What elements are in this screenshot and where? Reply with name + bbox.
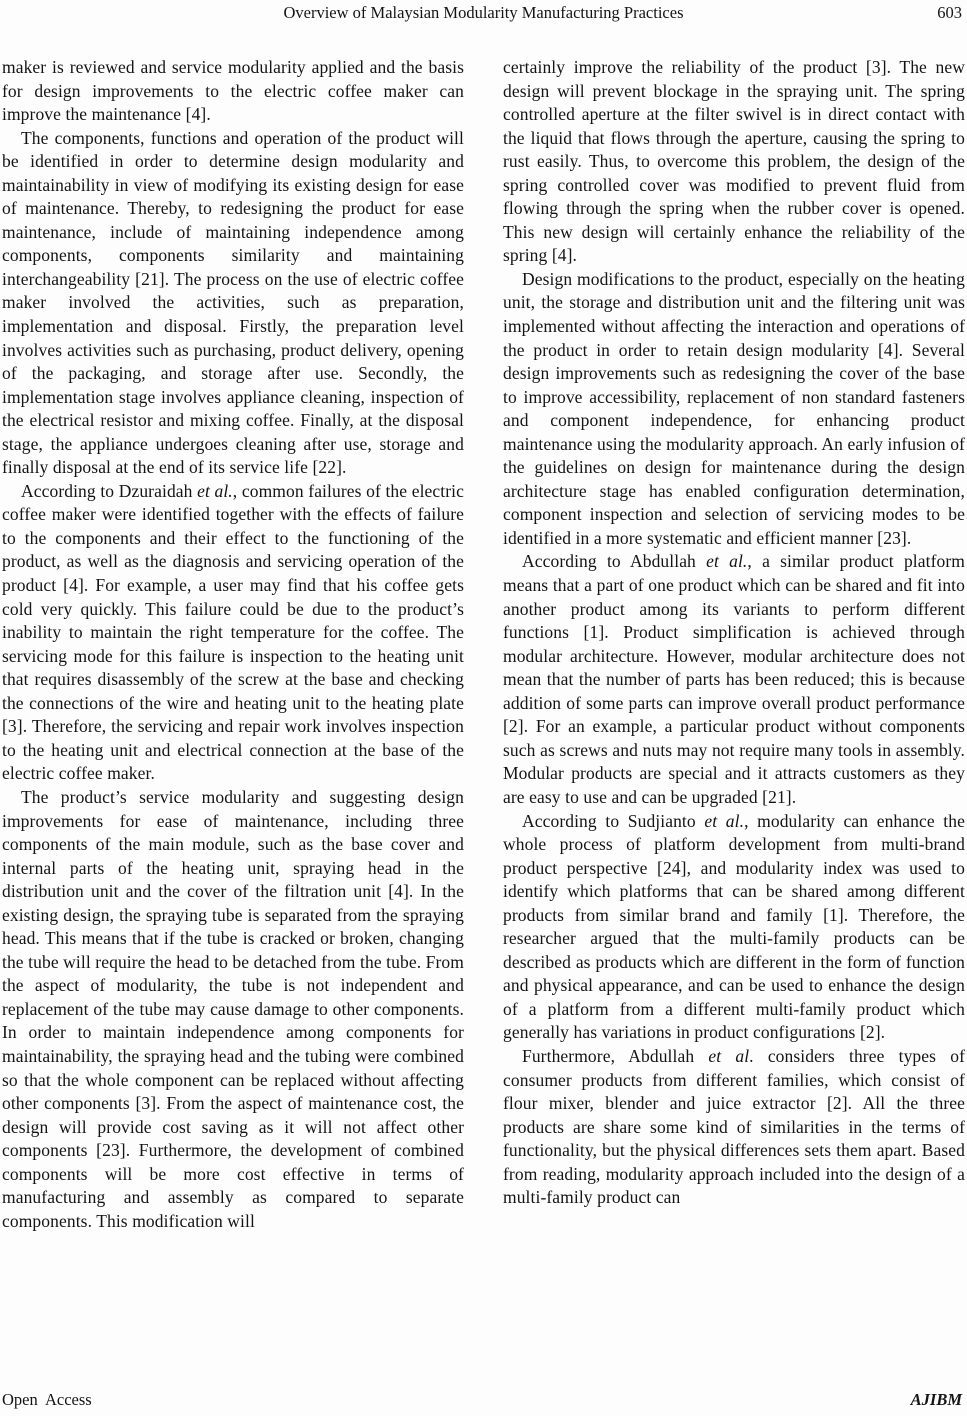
page-number: 603 [937,3,962,22]
open-access-label: Open Access [2,1390,92,1409]
paragraph: certainly improve the reliability of the product [3]. The new design will prevent blockage in the spraying unit. The spring controlled aperture at the filter swivel is in direct contact with the liquid that flows through the aperture, causing the spring to rust easily. Thus, to overcome this problem, the design of the spring controlled cover was modified to prevent fluid from flowing through the spring when the rubber cover is opened. This new design will certainly enhance the reliability of the spring [4]. [503,57,965,266]
paragraph: Design modifications to the product, especially on the heating unit, the storage and distribution unit and the filtering unit was implemented without affecting the interaction and operations of the product in order to retain design modularity [4]. Several design improvements such as redesigning the cover of the base to improve accessibility, replacement of non standard fasteners and component independence, for enhancing product maintenance using the modularity approach. An early infusion of the guidelines on design for maintenance during the design architecture stage has enabled configuration determination, component inspection and selection of servicing modes to be identified in a more systematic and efficient manner [23]. [503,268,965,548]
paragraph: According to Sudjianto et al., modularity can enhance the whole process of platform development from multi-brand product perspective [24], and modularity index was used to identify which platforms that can be shared among different products from similar brand and family [1]. Therefore, the researcher argued that the multi-family products can be described as products which are different in the form of function and physical appearance, and can be used to enhance the design of a platform from a different multi-family product which generally has variations in product configurations [2]. [503,810,965,1043]
page-header [0,2,967,26]
left-column [2,56,464,1233]
right-column [503,56,965,1233]
paragraph: maker is reviewed and service modularity applied and the basis for design improvements to the electric coffee maker can improve the maintenance [4]. [2,57,464,125]
paragraph: According to Abdullah et al., a similar product platform means that a part of one product which can be shared and fit into another product among its variants to perform different functions [1]. Product simplification is achieved through modular architecture. However, modular architecture does not mean that the number of parts has been reduced; this is because addition of some parts can improve overall product performance [2]. For an example, a particular product without components such as screws and nuts may not require many tools in assembly. Modular products are special and it attracts customers as they are easy to use and can be upgraded [21]. [503,551,965,807]
page-footer [2,1390,965,1414]
running-head-title: Overview of Malaysian Modularity Manufacturing Practices [283,3,684,22]
paragraph: According to Dzuraidah et al., common failures of the electric coffee maker were identified together with the effects of failure to the components and their effect to the functioning of the product, as well as the diagnosis and servicing operation of the product [4]. For example, a user may find that his coffee gets cold very quickly. This failure could be due to the product’s inability to maintain the right temperature for the coffee. The servicing mode for this failure is inspection to the heating unit that requires disassembly of the screw at the base and checking the connections of the wire and heating unit to the heating plate [3]. Therefore, the servicing and repair work involves inspection to the heating unit and electrical connection at the base of the electric coffee maker. [2,480,464,784]
article-body [2,56,965,1233]
paragraph: The product’s service modularity and suggesting design improvements for ease of maintenance, including three components of the main module, such as the base cover and internal parts of the heating unit, spraying head in the distribution unit and the cover of the filtration unit [4]. In the existing design, the spraying tube is separated from the spraying head. This means that if the tube is cracked or broken, changing the tube will require the head to be detached from the tube. From the aspect of modularity, the tube is not independent and replacement of the tube may cause damage to other components. In order to maintain independence among components for maintainability, the spraying head and the tubing were combined so that the whole component can be replaced without affecting other components [3]. From the aspect of maintenance cost, the design will provide cost saving as it will not affect other components [23]. Furthermore, the development of combined components will be more cost effective in terms of manufacturing and assembly as compared to separate components. This modification will [2,786,464,1231]
paragraph: The components, functions and operation of the product will be identified in order to determine design modularity and maintainability in view of modifying its existing design for ease of maintenance. Thereby, to redesigning the product for ease maintenance, include of maintaining independence among components, components similarity and maintaining interchangeability [21]. The process on the use of electric coffee maker involved the activities, such as preparation, implementation and disposal. Firstly, the preparation level involves activities such as purchasing, product delivery, opening of the packaging, and storage after use. Secondly, the implementation stage involves appliance cleaning, inspection of the electrical resistor and mixing coffee. Finally, at the disposal stage, the appliance undergoes cleaning after use, storage and finally disposal at the end of its service life [22]. [2,127,464,478]
journal-abbreviation: AJIBM [910,1390,962,1409]
paragraph: Furthermore, Abdullah et al. considers three types of consumer products from different families, which consist of flour mixer, blender and juice extractor [2]. All the three products are share some kind of similarities in the terms of functionality, but the physical differences sets them apart. Based from reading, modularity approach included into the design of a multi-family product can [503,1045,965,1208]
